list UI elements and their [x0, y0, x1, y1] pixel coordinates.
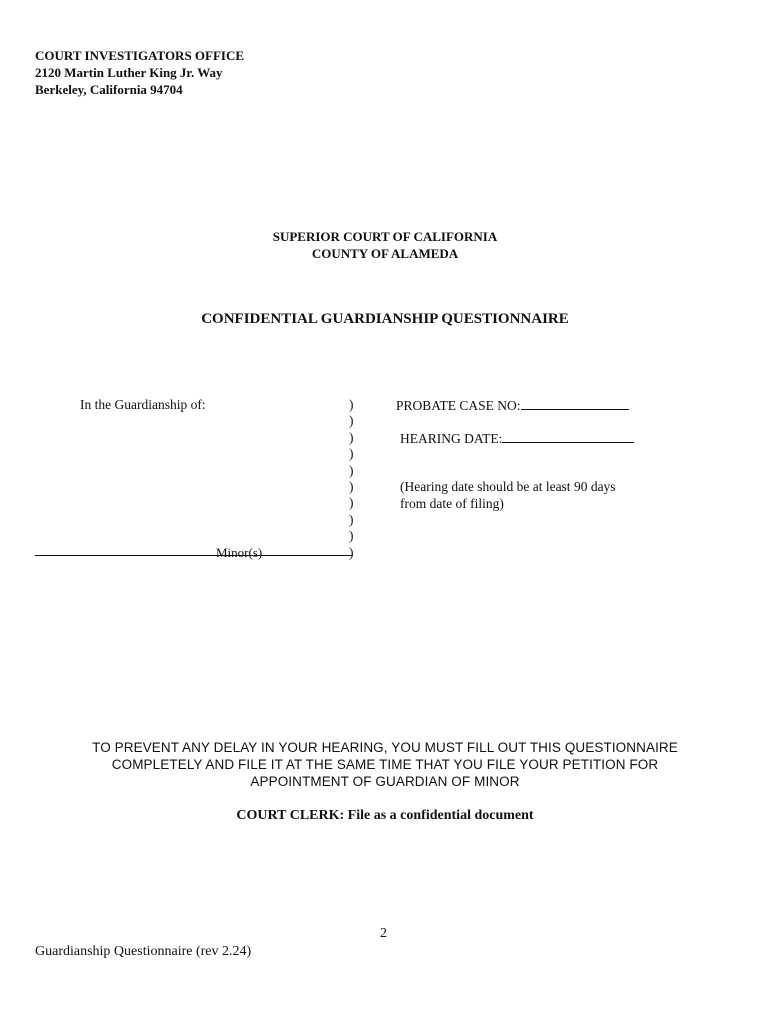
caption-paren: ) — [349, 478, 354, 494]
caption-paren: ) — [349, 528, 354, 544]
hearing-note-line: (Hearing date should be at least 90 days — [400, 479, 616, 494]
caption-paren: ) — [349, 413, 354, 429]
caption-paren: ) — [349, 511, 354, 527]
court-county: COUNTY OF ALAMEDA — [311, 246, 459, 261]
guardianship-label: In the Guardianship of: — [80, 397, 206, 412]
notice-line: TO PREVENT ANY DELAY IN YOUR HEARING, YOU MUST FILL OUT THIS QUESTIONNAIRE — [92, 740, 678, 755]
office-address-block — [35, 47, 244, 98]
footer-form-revision: Guardianship Questionnaire (rev 2.24) — [35, 944, 252, 959]
notice-line: COMPLETELY AND FILE IT AT THE SAME TIME THAT YOU FILE YOUR PETITION FOR — [111, 757, 659, 772]
minor-label: Minor(s) — [216, 545, 263, 560]
hearing-date-field — [400, 430, 634, 447]
hearing-date-label: HEARING DATE: — [400, 431, 503, 446]
page-number: 2 — [380, 926, 387, 941]
caption-paren: ) — [349, 462, 354, 478]
caption-paren: ) — [349, 495, 354, 511]
probate-case-field — [396, 397, 629, 414]
hearing-note-line: from date of filing) — [400, 496, 504, 511]
caption-paren: ) — [349, 397, 354, 412]
caption-paren: ) — [349, 429, 354, 445]
notice-line: APPOINTMENT OF GUARDIAN OF MINOR — [250, 774, 520, 789]
office-city: Berkeley, California 94704 — [35, 82, 183, 97]
caption-paren: ) — [349, 544, 354, 560]
hearing-date-note — [400, 478, 616, 512]
filing-notice — [0, 739, 770, 790]
form-title: CONFIDENTIAL GUARDIANSHIP QUESTIONNAIRE — [201, 311, 569, 327]
hearing-date-blank[interactable] — [502, 430, 634, 443]
court-heading — [0, 228, 770, 262]
probate-case-blank[interactable] — [521, 397, 629, 410]
court-clerk-note: COURT CLERK: File as a confidential document — [236, 808, 534, 823]
office-street: 2120 Martin Luther King Jr. Way — [35, 65, 223, 80]
probate-case-label: PROBATE CASE NO: — [396, 398, 521, 413]
caption-paren: ) — [349, 446, 354, 462]
court-name: SUPERIOR COURT OF CALIFORNIA — [272, 229, 498, 244]
minor-name-line[interactable] — [35, 555, 353, 556]
caption-parentheses — [349, 397, 354, 561]
office-name: COURT INVESTIGATORS OFFICE — [35, 48, 245, 63]
